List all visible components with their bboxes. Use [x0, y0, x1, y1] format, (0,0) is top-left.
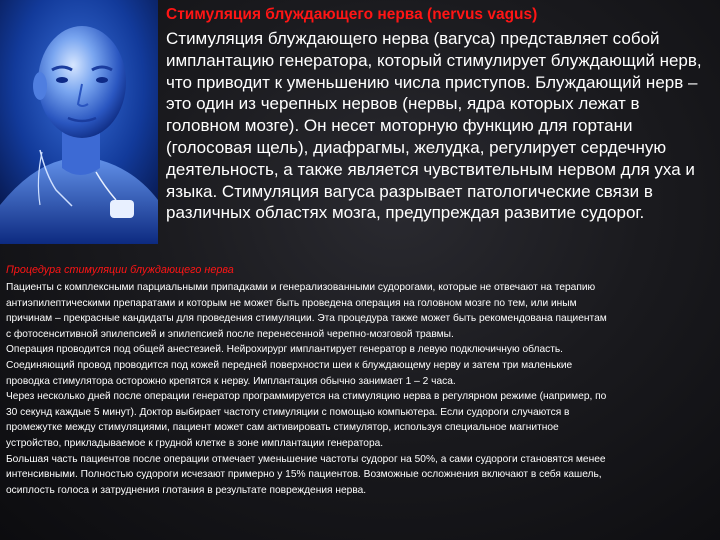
section-heading: Процедура стимуляции блуждающего нерва	[6, 264, 234, 276]
procedure-paragraph: Пациенты с комплексными парциальными припадками и генерализованными судорогами, которые не отвечают на терапию антиэпилептическими препаратами и которым не может быть проведена операция на головном мозге по тем, или иным причинам – прекрасные кандидаты для проведения стимуляции. Эта процедура также может быть рекомендована пациентам с фотосенситивной эпилепсией и эпилепсией после перенесенной черепно-мозговой травмы.	[6, 282, 607, 340]
intro-paragraph: Стимуляция блуждающего нерва (вагуса) представляет собой имплантацию генератора, который стимулирует блуждающий нерв, что приводит к уменьшению числа приступов. Блуждающий нерв – это один из черепных нервов (нервы, ядра которых лежат в головном мозге). Он несет моторную функцию для гортани (голосовая щель), диафрагмы, желудка, регулирует сердечную деятельность, а также является чувствительным нервом для уха и языка. Стимуляция вагуса разрывает патологические связи в различных областях мозга, предупреждая развитие судорог.	[166, 29, 702, 223]
procedure-text	[6, 280, 612, 498]
generator-device-icon	[110, 200, 134, 218]
procedure-paragraph: Через несколько дней после операции генератор программируется на стимуляцию нерва в регулярном режиме (например, по 30 секунд каждые 5 минут). Доктор выбирает частоту стимуляции с помощью компьютера. Если судороги случаются в промежутке между стимуляциями, пациент может сам активировать стимулятор, используя специальное магнитное устройство, прикладываемое к грудной клетке в зоне имплантации генератора.	[6, 391, 607, 449]
blue-human-head-image	[0, 0, 158, 244]
slide-title: Стимуляция блуждающего нерва (nervus vagus)	[166, 6, 538, 23]
procedure-paragraph: Большая часть пациентов после операции отмечает уменьшение частоты судорог на 50%, а сами судороги становятся менее интенсивными. Полностью судороги исчезают примерно у 15% пациентов. Возможные осложнения включают в себя кашель, осиплость голоса и затруднения глотания в результате повреждения нерва.	[6, 453, 606, 496]
human-figure-illustration	[0, 0, 158, 244]
procedure-paragraph: Операция проводится под общей анестезией. Нейрохирург имплантирует генератор в левую подключичную область. Соединяющий провод проводится под кожей передней поверхности шеи к блуждающему нерву и затем три маленькие проводка стимулятора осторожно крепятся к нерву. Имплантация обычно занимает 1 – 2 часа.	[6, 344, 573, 387]
